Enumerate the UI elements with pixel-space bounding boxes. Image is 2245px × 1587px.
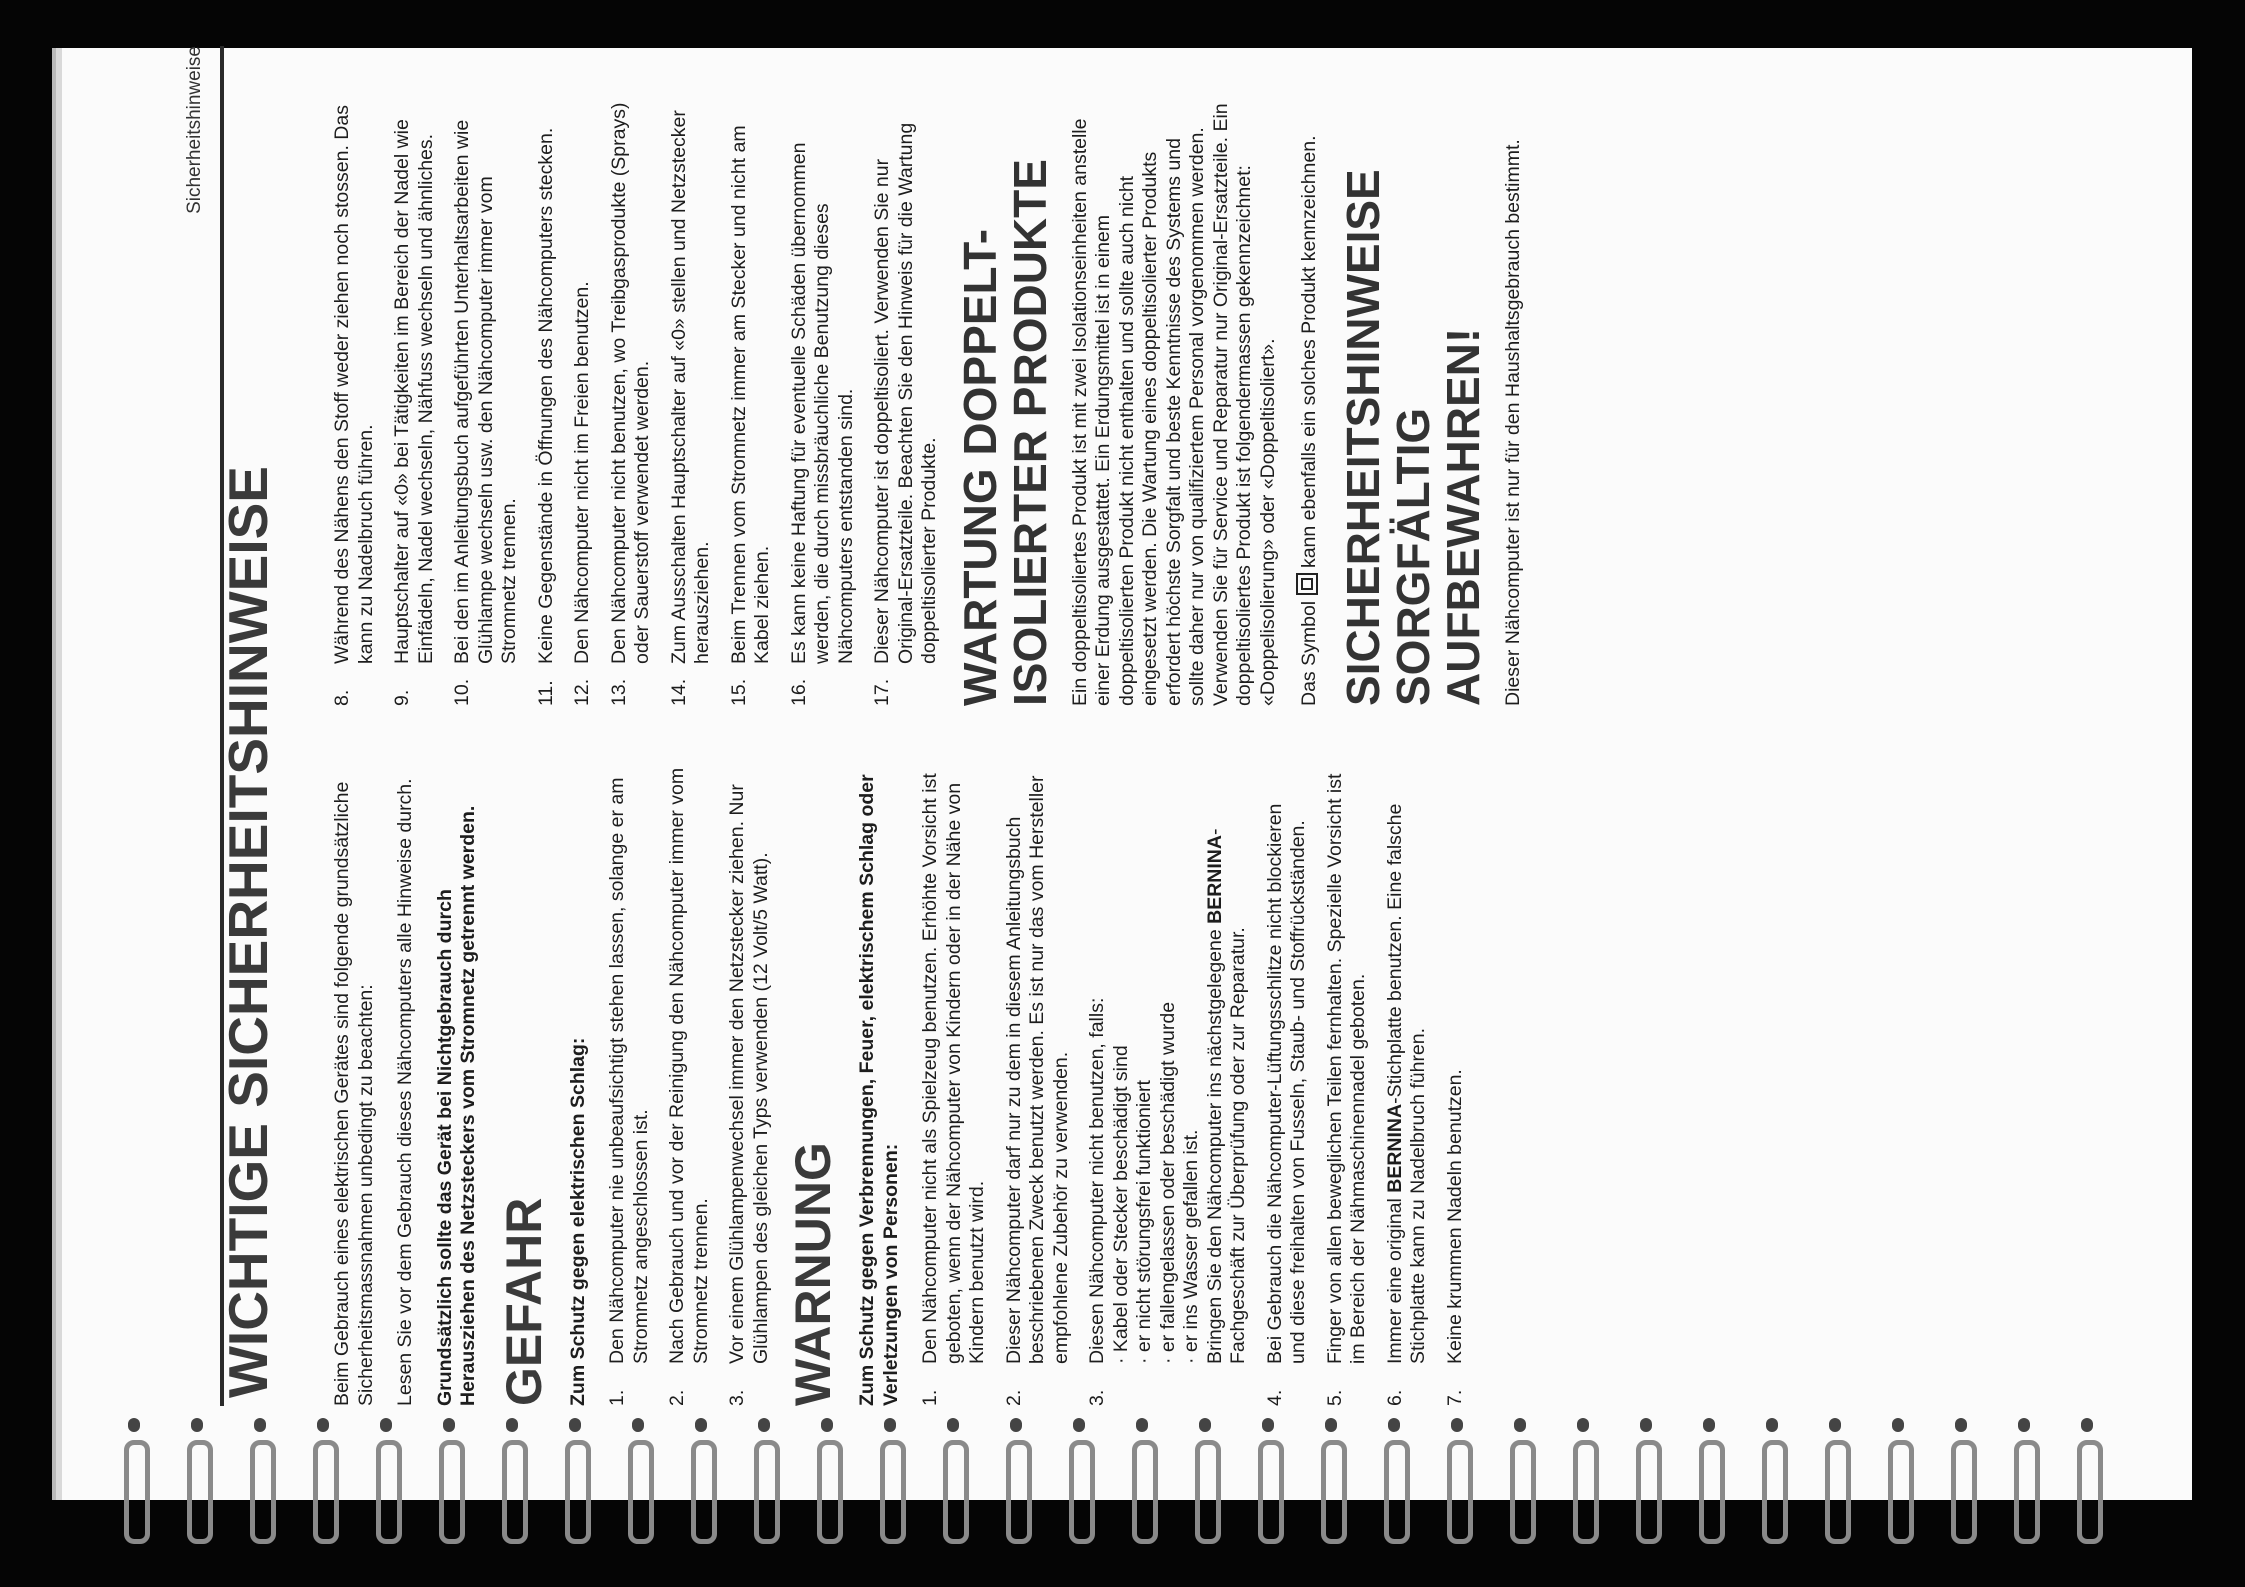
binding-coil bbox=[561, 1418, 591, 1536]
binding-coil bbox=[1884, 1418, 1914, 1536]
column-2 bbox=[331, 96, 1541, 706]
continued-list bbox=[331, 96, 942, 706]
binding-coil bbox=[120, 1418, 150, 1536]
binding-coil bbox=[876, 1418, 906, 1536]
warnung-heading: WARNUNG bbox=[785, 1142, 841, 1406]
spiral-binding bbox=[120, 1418, 2140, 1538]
binding-coil bbox=[309, 1418, 339, 1536]
intro-paragraph-1: Beim Gebrauch eines elektrischen Gerätes sind folgende grundsätzliche Sicherheitsmassnahmen unbedingt zu beachten: bbox=[331, 781, 377, 1406]
binding-coil bbox=[1317, 1418, 1347, 1536]
binding-coil bbox=[1821, 1418, 1851, 1536]
list-item: 16. Es kann keine Haftung für eventuelle Schäden übernommen werden, die durch missbräuchliche Benutzung dieses Nähcomputers entstanden sind. bbox=[787, 142, 857, 706]
intro-bold-paragraph: Grundsätzlich sollte das Gerät bei Nichtgebrauch durch Herausziehen des Netzsteckers vom Stromnetz getrennt werden. bbox=[433, 805, 479, 1406]
list-item: 5. Finger von allen beweglichen Teilen fernhalten. Spezielle Vorsicht ist im Bereich der Nähmaschinennadel geboten. bbox=[1323, 773, 1369, 1406]
binding-coil bbox=[246, 1418, 276, 1536]
binding-coil bbox=[1758, 1418, 1788, 1536]
list-item: 3. Vor einem Glühlampenwechsel immer den Netzstecker ziehen. Nur Glühlampen des gleichen Typs verwenden (12 Volt/5 Watt). bbox=[726, 784, 772, 1406]
list-item: 3. Diesen Nähcomputer nicht benutzen, falls: · Kabel oder Stecker beschädigt sind · er nicht störungsfrei funktioniert · er fallengelassen oder beschädigt wurde · er ins Wasser gefallen ist. Bringen Sie den Nähcomputer ins nächstgelegene BERNINA-Fachgeschäft zur Überprüfung oder zur Reparatur. bbox=[1086, 828, 1249, 1406]
binding-coil bbox=[435, 1418, 465, 1536]
list-item: 15. Beim Trennen vom Stromnetz immer am Stecker und nicht am Kabel ziehen. bbox=[727, 125, 773, 706]
binding-coil bbox=[1695, 1418, 1725, 1536]
page-title: WICHTIGE SICHERHEITSHINWEISE bbox=[217, 466, 279, 1398]
double-insulation-icon bbox=[1296, 573, 1318, 595]
warnung-list bbox=[919, 766, 1467, 1406]
list-item: 1. Den Nähcomputer nicht als Spielzeug benutzen. Erhöhte Vorsicht ist geboten, wenn der Nähcomputer von Kindern oder in der Nähe von Kindern benutzt wird. bbox=[919, 773, 988, 1406]
intro-paragraph-2: Lesen Sie vor dem Gebrauch dieses Nähcomputers alle Hinweise durch. bbox=[394, 778, 416, 1406]
list-item: 4. Bei Gebrauch die Nähcomputer-Lüftungsschlitze nicht blockieren und diese freihalten von Fusseln, Staub- und Stoffrückständen. bbox=[1263, 803, 1309, 1406]
wartung-symbol-note: Das Symbol kann ebenfalls ein solches Produkt kennzeichnen. bbox=[1298, 135, 1320, 706]
binding-coil bbox=[1380, 1418, 1410, 1536]
gefahr-list bbox=[606, 766, 773, 1406]
binding-coil bbox=[1002, 1418, 1032, 1536]
rotated-page-content bbox=[176, 46, 2136, 1406]
binding-coil bbox=[1254, 1418, 1284, 1536]
sorgfalt-body: Dieser Nähcomputer ist nur für den Haushaltsgebrauch bestimmt. bbox=[1501, 139, 1524, 706]
sorgfalt-heading: SICHERHEITSHINWEISE SORGFÄLTIG AUFBEWAHREN! bbox=[1336, 169, 1489, 706]
list-item: 13. Den Nähcomputer nicht benutzen, wo Treibgasprodukte (Sprays) oder Sauerstoff verwendet werden. bbox=[607, 102, 653, 706]
binding-coil bbox=[1065, 1418, 1095, 1536]
binding-coil bbox=[183, 1418, 213, 1536]
binding-coil bbox=[2073, 1418, 2103, 1536]
list-item: 17. Dieser Nähcomputer ist doppeltisoliert. Verwenden Sie nur Original-Ersatzteile. Beachten Sie den Hinweis für die Wartung doppeltisolierter Produkte. bbox=[871, 122, 940, 706]
list-item: 11. Keine Gegenstände in Öffnungen des Nähcomputers stecken. bbox=[534, 127, 557, 706]
binding-coil bbox=[2010, 1418, 2040, 1536]
list-item: 12. Den Nähcomputer nicht im Freien benutzen. bbox=[571, 281, 593, 706]
warnung-subheading: Zum Schutz gegen Verbrennungen, Feuer, elektrischem Schlag oder Verletzungen von Personen: bbox=[856, 774, 902, 1406]
binding-coil bbox=[813, 1418, 843, 1536]
list-item: 14. Zum Ausschalten Hauptschalter auf «0» stellen und Netzstecker herausziehen. bbox=[667, 110, 713, 706]
wartung-heading: WARTUNG DOPPELT- ISOLIERTER PRODUKTE bbox=[953, 159, 1056, 706]
list-item: 2. Nach Gebrauch und vor der Reinigung den Nähcomputer immer vom Stromnetz trennen. bbox=[666, 767, 712, 1406]
wartung-body: Ein doppeltisoliertes Produkt ist mit zwei Isolationseinheiten anstelle einer Erdung ausgestattet. Ein Erdungsmittel ist in einem doppeltisolierten Produkt nicht enthalten und sollte auch nicht eingesetzt werden. Die Wartung eines doppeltisolierter Produkts erfordert höchste Sorgfalt und beste Kenntnisse des Systems und sollte daher nur von qualifiziertem Personal vorgenommen werden. Verwenden Sie für Service und Reparatur nur Original-Ersatzteile. Ein doppeltisoliertes Produkt ist folgendermassen gekennzeichnet: «Doppelisolierung» oder «Doppeltisoliert». bbox=[1068, 103, 1279, 706]
list-item: 1. Den Nähcomputer nie unbeaufsichtigt stehen lassen, solange er am Stromnetz angeschlossen ist. bbox=[606, 777, 652, 1406]
binding-coil bbox=[1569, 1418, 1599, 1536]
binding-coil bbox=[1947, 1418, 1977, 1536]
binding-coil bbox=[1128, 1418, 1158, 1536]
list-item: 2. Dieser Nähcomputer darf nur zu dem in diesem Anleitungsbuch beschriebenen Zweck benutzt werden. Es ist nur das vom Hersteller empfohlene Zubehör zu verwenden. bbox=[1002, 775, 1072, 1406]
binding-coil bbox=[624, 1418, 654, 1536]
list-item: 6. Immer eine original BERNINA-Stichplatte benutzen. Eine falsche Stichplatte kann zu Nadelbruch führen. bbox=[1383, 803, 1429, 1406]
running-head: Sicherheitshinweise bbox=[184, 46, 205, 214]
binding-coil bbox=[372, 1418, 402, 1536]
binding-coil bbox=[498, 1418, 528, 1536]
list-item: 7. Keine krummen Nadeln benutzen. bbox=[1443, 1069, 1466, 1406]
gefahr-subheading: Zum Schutz gegen elektrischen Schlag: bbox=[566, 1037, 589, 1406]
list-item: 10. Bei den im Anleitungsbuch aufgeführten Unterhaltsarbeiten wie Glühlampe wechseln usw. den Nähcomputer immer vom Stromnetz trennen. bbox=[451, 119, 520, 706]
binding-coil bbox=[687, 1418, 717, 1536]
binding-coil bbox=[1443, 1418, 1473, 1536]
list-item: 9. Hauptschalter auf «0» bei Tätigkeiten im Bereich der Nadel wie Einfädeln, Nadel wechseln, Nähfuss wechseln und ähnliches. bbox=[391, 119, 437, 706]
list-item: 8. Während des Nähens den Stoff weder ziehen noch stossen. Das kann zu Nadelbruch führen. bbox=[331, 105, 377, 706]
binding-coil bbox=[939, 1418, 969, 1536]
gefahr-heading: GEFAHR bbox=[495, 1197, 552, 1406]
binding-coil bbox=[1191, 1418, 1221, 1536]
binding-coil bbox=[750, 1418, 780, 1536]
column-1 bbox=[331, 766, 1480, 1406]
binding-coil bbox=[1506, 1418, 1536, 1536]
binding-coil bbox=[1632, 1418, 1662, 1536]
